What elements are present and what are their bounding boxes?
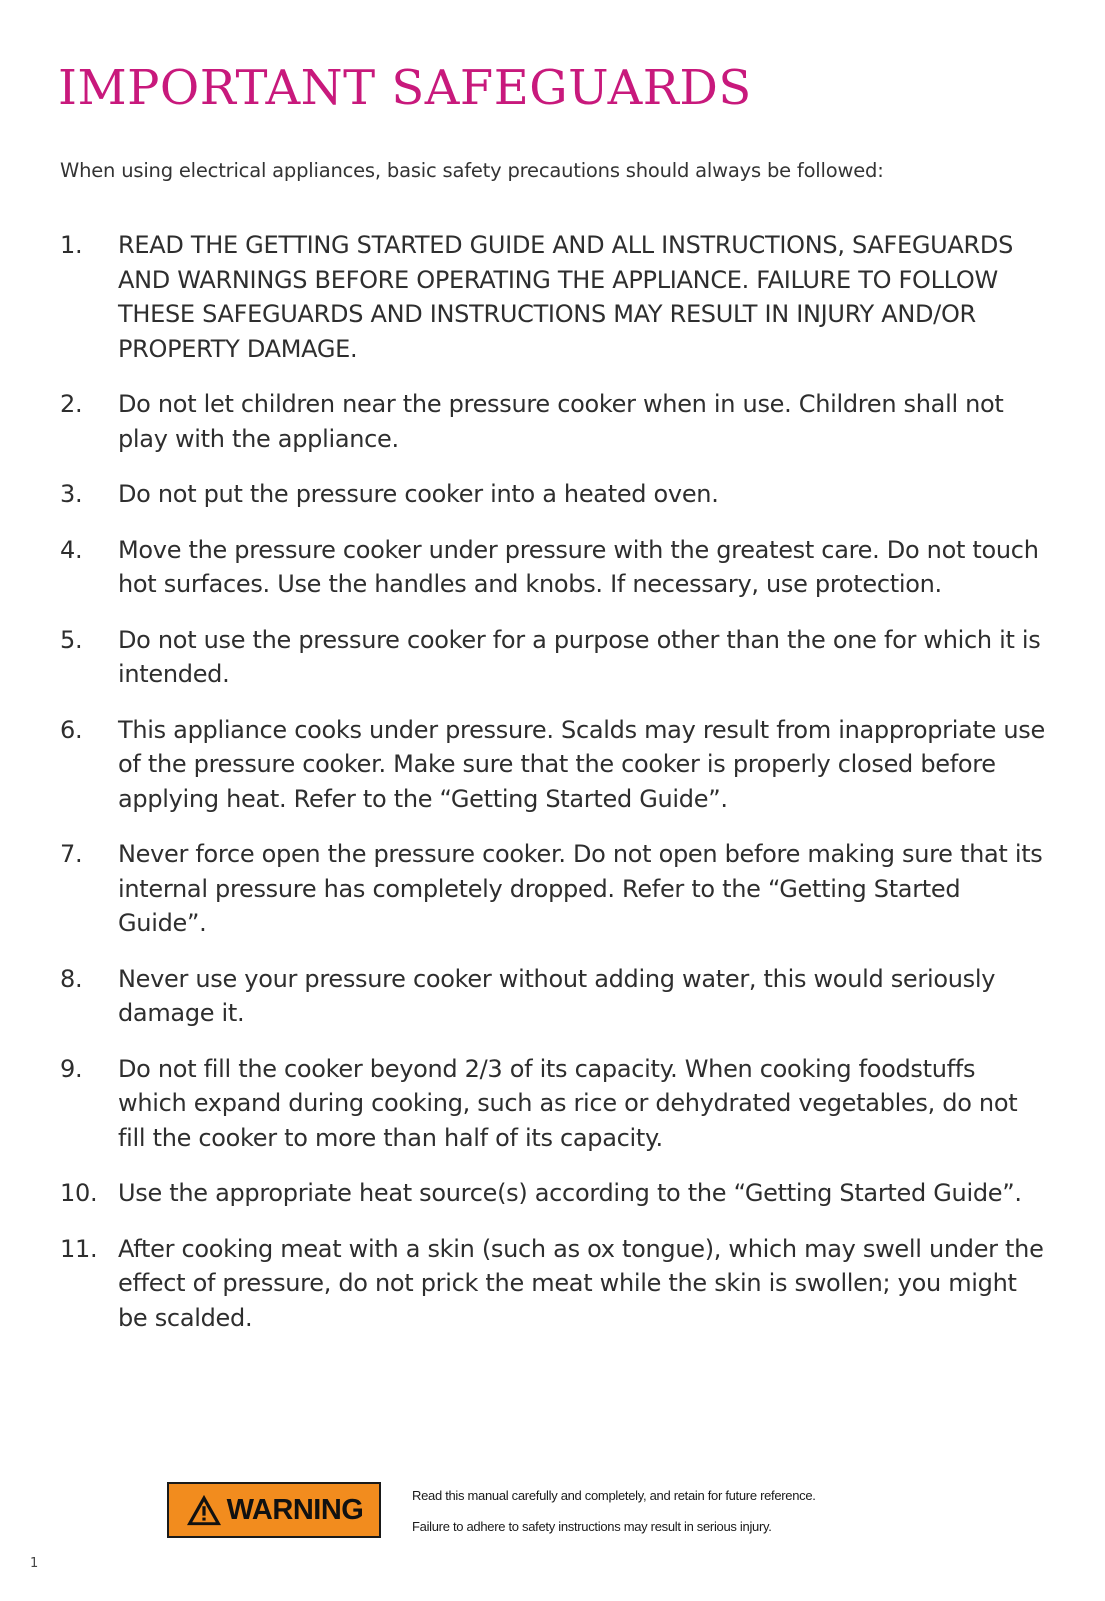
list-item xyxy=(60,1052,1050,1156)
list-item xyxy=(60,713,1050,817)
page-number: 1 xyxy=(30,1556,39,1571)
item-text: After cooking meat with a skin (such as ox tongue), which may swell under the effect of pressure, do not prick the meat while the skin is swollen; you might be scalded. xyxy=(118,1234,1044,1332)
item-text: Do not fill the cooker beyond 2/3 of its capacity. When cooking foodstuffs which expand during cooking, such as rice or dehydrated vegetables, do not fill the cooker to more than half of its capacity. xyxy=(118,1054,1018,1152)
list-item xyxy=(60,228,1050,366)
item-text: This appliance cooks under pressure. Scalds may result from inappropriate use of the pressure cooker. Make sure that the cooker is properly closed before applying heat. Refer to the “Getting Started Guide”. xyxy=(118,715,1045,813)
list-item xyxy=(60,962,1050,1031)
list-item xyxy=(60,533,1050,602)
list-item xyxy=(60,387,1050,456)
item-number: 9. xyxy=(60,1054,83,1083)
item-number: 11. xyxy=(60,1234,98,1263)
item-number: 8. xyxy=(60,964,83,993)
item-text: Do not use the pressure cooker for a purpose other than the one for which it is intended. xyxy=(118,625,1041,688)
item-number: 7. xyxy=(60,840,83,868)
warning-label xyxy=(167,1482,381,1538)
item-number: 4. xyxy=(60,535,83,564)
item-text: READ THE GETTING STARTED GUIDE AND ALL INSTRUCTIONS, SAFEGUARDS AND WARNINGS BEFORE OPERATING THE APPLIANCE. FAILURE TO FOLLOW THESE SAFEGUARDS AND INSTRUCTIONS MAY RESULT IN INJURY AND/OR PROPERTY DAMAGE. xyxy=(118,231,1014,363)
warning-note-injury: Failure to adhere to safety instructions may result in serious injury. xyxy=(412,1519,772,1534)
page-title: IMPORTANT SAFEGUARDS xyxy=(58,60,752,116)
item-number: 10. xyxy=(60,1179,98,1207)
item-number: 2. xyxy=(60,390,83,418)
list-item xyxy=(60,1176,1050,1211)
item-text: Never use your pressure cooker without adding water, this would seriously damage it. xyxy=(118,964,996,1027)
item-number: 1. xyxy=(60,231,83,259)
intro-text: When using electrical appliances, basic safety precautions should always be followed: xyxy=(60,159,884,182)
item-text: Move the pressure cooker under pressure with the greatest care. Do not touch hot surfaces. Use the handles and knobs. If necessary, use protection. xyxy=(118,535,1039,598)
item-number: 5. xyxy=(60,625,83,654)
item-text: Do not put the pressure cooker into a heated oven. xyxy=(118,480,719,508)
item-text: Use the appropriate heat source(s) according to the “Getting Started Guide”. xyxy=(118,1179,1022,1207)
item-number: 3. xyxy=(60,480,83,508)
item-text: Never force open the pressure cooker. Do not open before making sure that its internal pressure has completely dropped. Refer to the “Getting Started Guide”. xyxy=(118,840,1043,937)
list-item xyxy=(60,623,1050,692)
item-text: Do not let children near the pressure cooker when in use. Children shall not play with the appliance. xyxy=(118,390,1004,453)
list-item xyxy=(60,837,1050,941)
item-number: 6. xyxy=(60,715,83,744)
list-item xyxy=(60,477,1050,512)
safeguards-list xyxy=(60,228,1050,1356)
warning-note-retain: Read this manual carefully and completely, and retain for future reference. xyxy=(412,1488,816,1503)
warning-triangle-icon xyxy=(185,1493,223,1527)
list-item xyxy=(60,1232,1050,1336)
warning-text: WARNING xyxy=(226,1493,364,1526)
